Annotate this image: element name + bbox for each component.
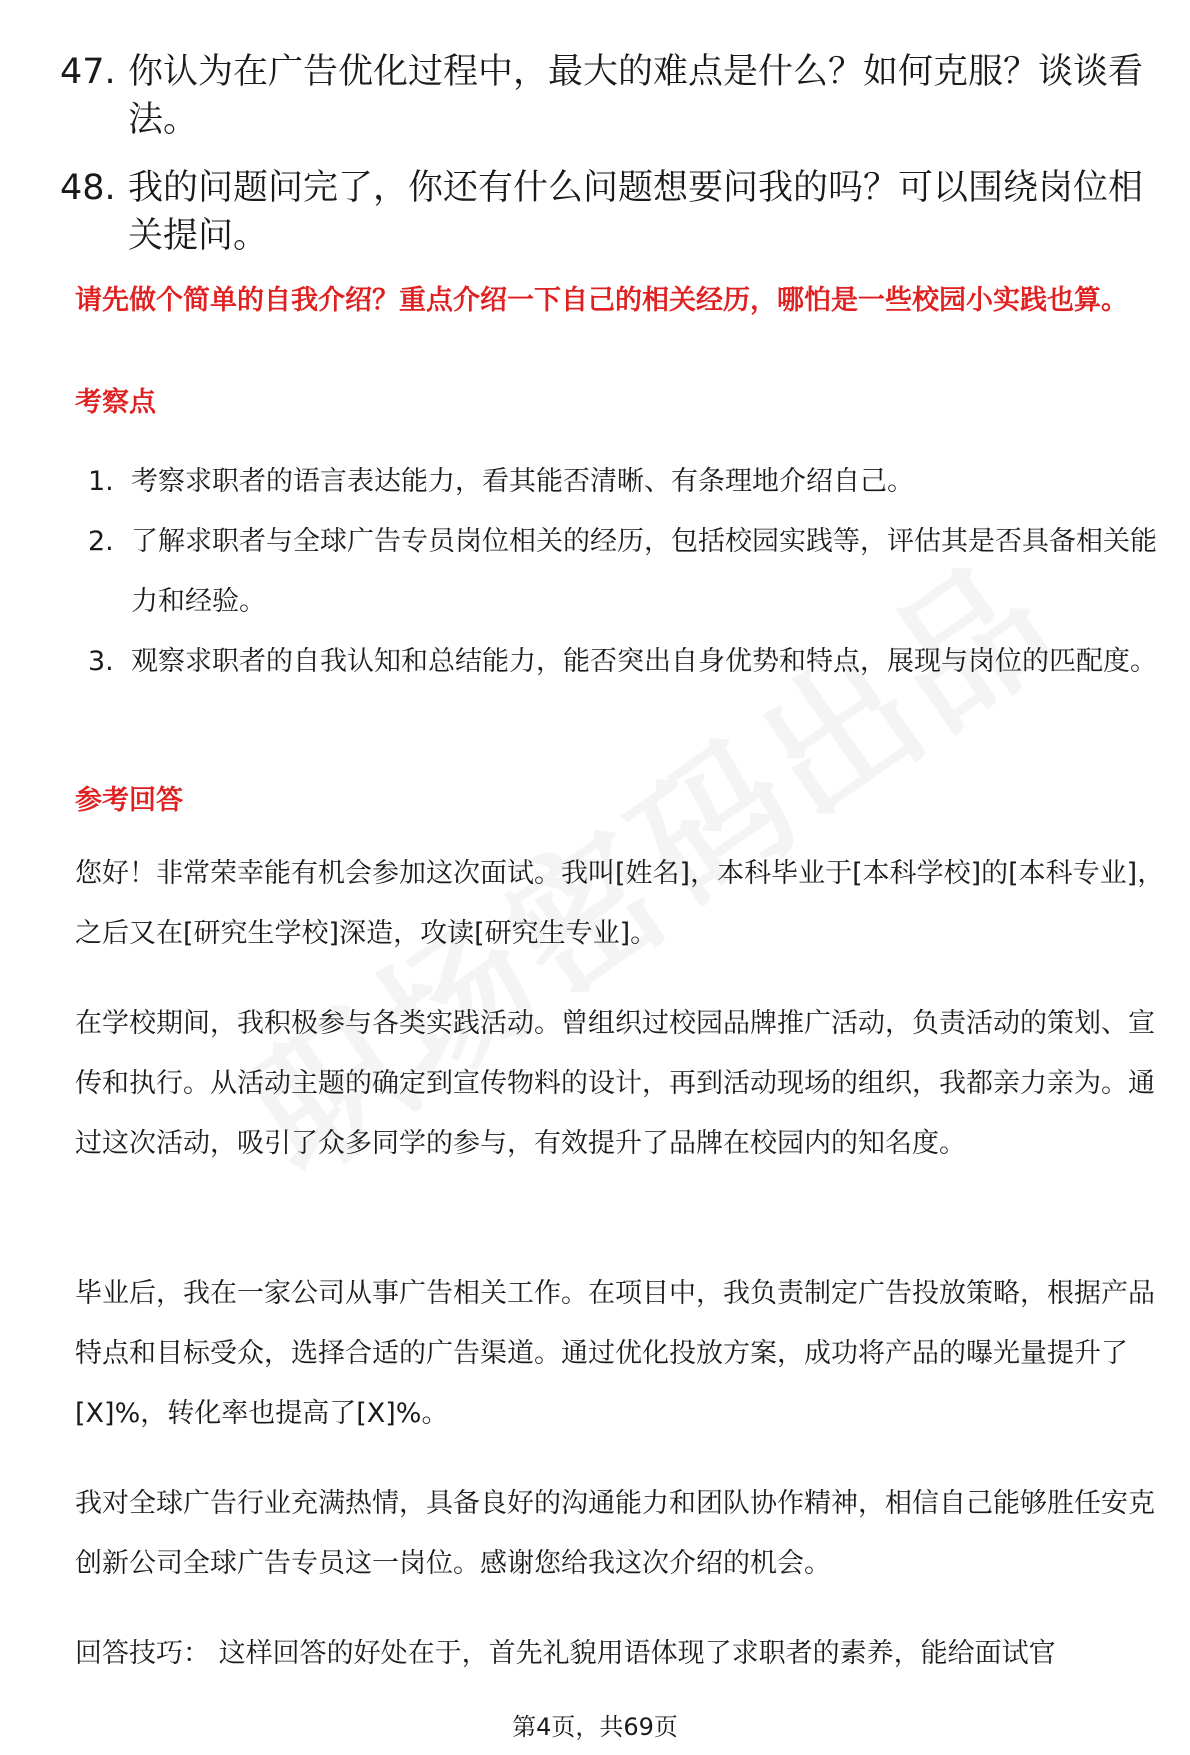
assessment-point bbox=[88, 632, 1163, 692]
page-footer: 第4页，共69页 bbox=[512, 1713, 678, 1741]
point-number: 1. bbox=[88, 466, 114, 497]
section-label-kaochadian: 考察点 bbox=[75, 387, 156, 418]
answer-paragraph-2: 在学校期间，我积极参与各类实践活动。曾组织过校园品牌推广活动，负责活动的策划、宣传和执行。从活动主题的确定到宣传物料的设计，再到活动现场的组织，我都亲力亲为。通过这次活动，吸引了众多同学的参与，有效提升了品牌在校园内的知名度。 bbox=[75, 1008, 1155, 1159]
point-number: 2. bbox=[88, 526, 114, 557]
question-list bbox=[60, 48, 1150, 280]
question-heading: 请先做个简单的自我介绍？重点介绍一下自己的相关经历，哪怕是一些校园小实践也算。 bbox=[75, 285, 1128, 316]
question-item-48 bbox=[60, 164, 1150, 260]
section-label-cankao: 参考回答 bbox=[75, 785, 183, 816]
point-text: 了解求职者与全球广告专员岗位相关的经历，包括校园实践等，评估其是否具备相关能力和经验。 bbox=[131, 526, 1157, 617]
assessment-point bbox=[88, 452, 1163, 512]
answer-tip: 回答技巧： 这样回答的好处在于，首先礼貌用语体现了求职者的素养，能给面试官 bbox=[75, 1638, 1056, 1669]
assessment-points-list bbox=[88, 452, 1163, 692]
question-text: 你认为在广告优化过程中，最大的难点是什么？如何克服？谈谈看法。 bbox=[128, 52, 1144, 140]
question-item-47 bbox=[60, 48, 1150, 144]
answer-paragraph-4: 我对全球广告行业充满热情，具备良好的沟通能力和团队协作精神，相信自己能够胜任安克创新公司全球广告专员这一岗位。感谢您给我这次介绍的机会。 bbox=[75, 1488, 1155, 1579]
point-text: 观察求职者的自我认知和总结能力，能否突出自身优势和特点，展现与岗位的匹配度。 bbox=[131, 646, 1157, 677]
answer-paragraph-3: 毕业后，我在一家公司从事广告相关工作。在项目中，我负责制定广告投放策略，根据产品特点和目标受众，选择合适的广告渠道。通过优化投放方案，成功将产品的曝光量提升了[X]%，转化率也提高了[X]%。 bbox=[75, 1278, 1155, 1429]
answer-paragraph-1: 您好！非常荣幸能有机会参加这次面试。我叫[姓名]，本科毕业于[本科学校]的[本科专业]，之后又在[研究生学校]深造，攻读[研究生专业]。 bbox=[75, 858, 1165, 949]
point-number: 3. bbox=[88, 646, 114, 677]
question-text: 我的问题问完了，你还有什么问题想要问我的吗？可以围绕岗位相关提问。 bbox=[128, 168, 1144, 256]
question-number: 47. bbox=[60, 52, 116, 92]
point-text: 考察求职者的语言表达能力，看其能否清晰、有条理地介绍自己。 bbox=[131, 466, 914, 497]
question-number: 48. bbox=[60, 168, 116, 208]
assessment-point bbox=[88, 512, 1163, 632]
